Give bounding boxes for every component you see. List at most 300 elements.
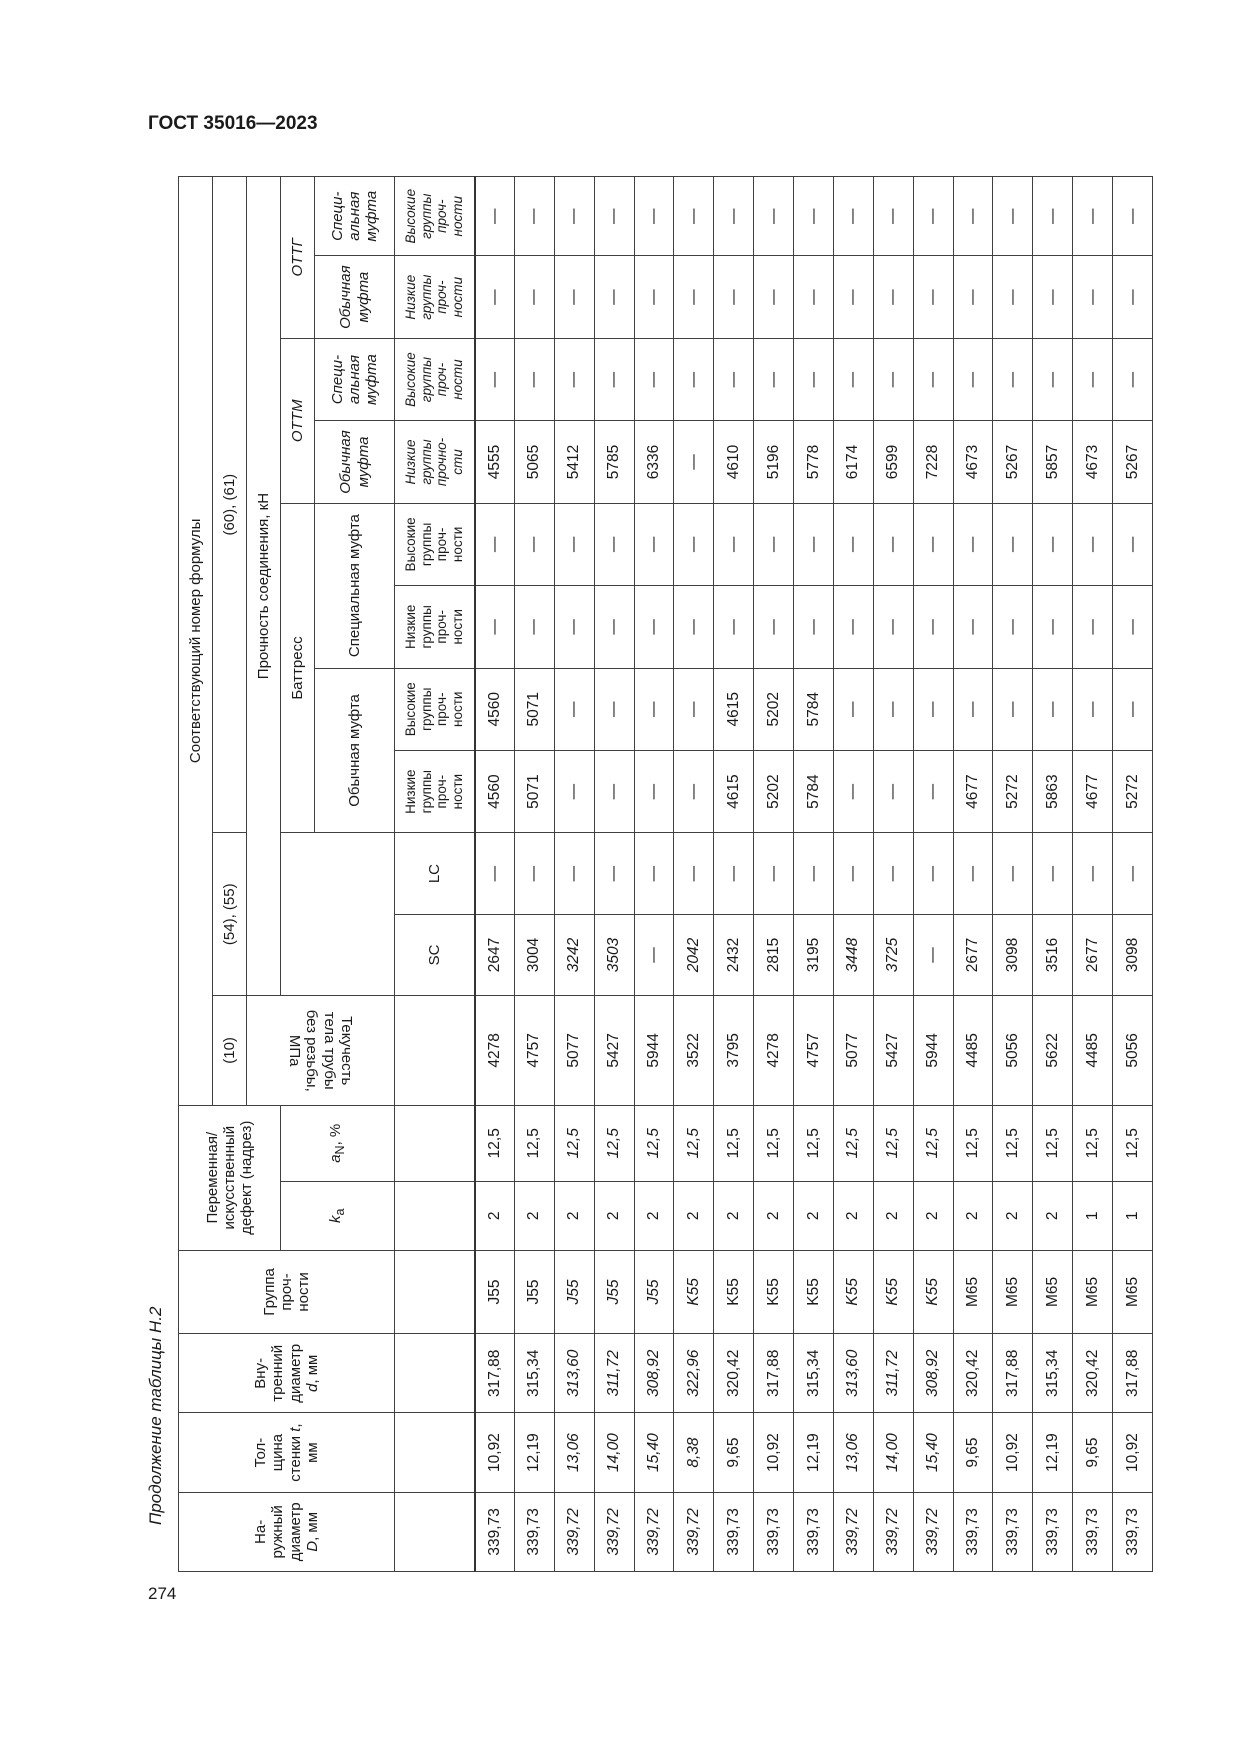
cell-b-high: 5071	[514, 668, 554, 750]
cell-bs-low: —	[714, 586, 754, 668]
cell-bs-high: —	[1073, 503, 1113, 585]
cell-bs-high: —	[634, 503, 674, 585]
cell-bs-high: —	[913, 503, 953, 585]
header-formula-number: Соответствующий номер формулы	[179, 177, 213, 1106]
cell-aN: 12,5	[475, 1105, 515, 1181]
cell-D: 339,73	[1033, 1492, 1073, 1571]
cell-d: 317,88	[754, 1334, 794, 1413]
cell-bs-high: —	[1113, 503, 1153, 585]
cell-yield: 5944	[634, 996, 674, 1106]
cell-lc: —	[913, 833, 953, 914]
cell-yield: 5077	[554, 996, 594, 1106]
cell-ka: 2	[754, 1181, 794, 1250]
cell-D: 339,73	[794, 1492, 834, 1571]
cell-ottm-high: —	[913, 338, 953, 420]
cell-b-low: 4677	[953, 750, 993, 832]
cell-bs-high: —	[953, 503, 993, 585]
cell-b-high: —	[873, 668, 913, 750]
cell-ottg-low: —	[1073, 256, 1113, 338]
cell-sc: 3448	[833, 914, 873, 995]
header-ottg-special: Специ- альная муфта	[315, 177, 395, 256]
cell-ottm-high: —	[873, 338, 913, 420]
cell-t: 12,19	[1033, 1413, 1073, 1492]
cell-b-low: 5784	[794, 750, 834, 832]
cell-ottg-high: —	[913, 177, 953, 256]
cell-grade: M65	[1033, 1250, 1073, 1333]
cell-b-low: 4615	[714, 750, 754, 832]
cell-grade: M65	[953, 1250, 993, 1333]
header-ottg-regular: Обычная муфта	[315, 256, 395, 338]
cell-ottm-high: —	[475, 338, 515, 420]
cell-aN: 12,5	[514, 1105, 554, 1181]
table-row	[594, 177, 634, 1572]
cell-bs-high: —	[514, 503, 554, 585]
col-header-di-spacer	[395, 1334, 475, 1413]
cell-ottm-low: 5857	[1033, 421, 1073, 503]
cell-ottm-high: —	[634, 338, 674, 420]
cell-bs-low: —	[514, 586, 554, 668]
cell-ottg-low: —	[794, 256, 834, 338]
header-battress: Баттресс	[281, 503, 315, 833]
cell-bs-low: —	[1033, 586, 1073, 668]
cell-b-low: —	[913, 750, 953, 832]
cell-sc: 2647	[475, 914, 515, 995]
cell-d: 308,92	[913, 1334, 953, 1413]
cell-ottg-high: —	[1073, 177, 1113, 256]
cell-sc: 3098	[1113, 914, 1153, 995]
cell-ottg-high: —	[714, 177, 754, 256]
cell-bs-low: —	[873, 586, 913, 668]
cell-ottg-low: —	[993, 256, 1033, 338]
cell-ottg-high: —	[873, 177, 913, 256]
cell-d: 311,72	[594, 1334, 634, 1413]
cell-bs-low: —	[833, 586, 873, 668]
cell-D: 339,73	[953, 1492, 993, 1571]
cell-ottg-low: —	[475, 256, 515, 338]
cell-grade: J55	[554, 1250, 594, 1333]
cell-bs-low: —	[754, 586, 794, 668]
cell-ottg-high: —	[674, 177, 714, 256]
cell-ottm-low: 5412	[554, 421, 594, 503]
cell-aN: 12,5	[794, 1105, 834, 1181]
cell-ottg-low: —	[953, 256, 993, 338]
cell-lc: —	[993, 833, 1033, 914]
cell-bs-low: —	[794, 586, 834, 668]
cell-d: 315,34	[514, 1334, 554, 1413]
col-header-battress-high: Высокие группы проч- ности	[395, 668, 475, 750]
cell-t: 13,06	[554, 1413, 594, 1492]
cell-aN: 12,5	[1033, 1105, 1073, 1181]
cell-ka: 2	[554, 1181, 594, 1250]
cell-ottm-low: 4555	[475, 421, 515, 503]
cell-aN: 12,5	[913, 1105, 953, 1181]
cell-D: 339,73	[1073, 1492, 1113, 1571]
rotated-table-container	[178, 176, 1152, 1572]
cell-grade: K55	[794, 1250, 834, 1333]
cell-bs-low: —	[1073, 586, 1113, 668]
cell-d: 315,34	[1033, 1334, 1073, 1413]
cell-d: 313,60	[833, 1334, 873, 1413]
cell-yield: 4278	[754, 996, 794, 1106]
cell-ottg-low: —	[913, 256, 953, 338]
cell-ottm-low: 4673	[953, 421, 993, 503]
cell-sc: 3516	[1033, 914, 1073, 995]
cell-lc: —	[873, 833, 913, 914]
cell-b-high: 5784	[794, 668, 834, 750]
cell-t: 9,65	[1073, 1413, 1113, 1492]
cell-ottg-high: —	[634, 177, 674, 256]
cell-bs-high: —	[794, 503, 834, 585]
col-header-ka-spacer	[395, 1181, 475, 1250]
cell-b-low: —	[873, 750, 913, 832]
cell-ottm-low: 4610	[714, 421, 754, 503]
cell-ottm-low: 4673	[1073, 421, 1113, 503]
cell-grade: M65	[1073, 1250, 1113, 1333]
cell-ottm-high: —	[514, 338, 554, 420]
cell-t: 15,40	[634, 1413, 674, 1492]
cell-b-low: —	[634, 750, 674, 832]
table-row	[754, 177, 794, 1572]
cell-t: 12,19	[514, 1413, 554, 1492]
cell-yield: 5427	[873, 996, 913, 1106]
table-body	[475, 177, 1153, 1572]
cell-ottm-low: 6174	[833, 421, 873, 503]
col-header-outer-diameter: На- ружный диаметр D, мм	[179, 1492, 395, 1571]
cell-b-high: 4615	[714, 668, 754, 750]
cell-ka: 2	[913, 1181, 953, 1250]
cell-lc: —	[794, 833, 834, 914]
table-row	[913, 177, 953, 1572]
cell-bs-low: —	[634, 586, 674, 668]
cell-yield: 5427	[594, 996, 634, 1106]
cell-lc: —	[1033, 833, 1073, 914]
cell-ottg-high: —	[554, 177, 594, 256]
cell-grade: J55	[634, 1250, 674, 1333]
cell-t: 10,92	[1113, 1413, 1153, 1492]
cell-grade: K55	[714, 1250, 754, 1333]
cell-ottm-low: 5785	[594, 421, 634, 503]
cell-sc: 3098	[993, 914, 1033, 995]
cell-yield: 5622	[1033, 996, 1073, 1106]
cell-ottg-low: —	[1033, 256, 1073, 338]
cell-D: 339,72	[873, 1492, 913, 1571]
cell-D: 339,73	[1113, 1492, 1153, 1571]
cell-b-low: 5202	[754, 750, 794, 832]
cell-b-high: 4560	[475, 668, 515, 750]
cell-ottm-high: —	[554, 338, 594, 420]
table-caption-wrap	[145, 1306, 167, 1525]
cell-bs-high: —	[833, 503, 873, 585]
cell-bs-low: —	[953, 586, 993, 668]
cell-D: 339,73	[714, 1492, 754, 1571]
cell-grade: J55	[514, 1250, 554, 1333]
col-header-ottg-high: Высокие группы проч- ности	[395, 177, 475, 256]
cell-yield: 4278	[475, 996, 515, 1106]
table-row	[554, 177, 594, 1572]
cell-D: 339,72	[674, 1492, 714, 1571]
cell-ottm-high: —	[794, 338, 834, 420]
cell-aN: 12,5	[594, 1105, 634, 1181]
cell-b-low: 4560	[475, 750, 515, 832]
table-row	[634, 177, 674, 1572]
header-regular-coupling: Обычная муфта	[315, 668, 395, 833]
cell-ka: 2	[953, 1181, 993, 1250]
cell-ottg-low: —	[514, 256, 554, 338]
cell-bs-high: —	[1033, 503, 1073, 585]
cell-ottm-high: —	[953, 338, 993, 420]
table-caption: Продолжение таблицы Н.2	[146, 1306, 165, 1525]
cell-b-low: —	[833, 750, 873, 832]
cell-ottm-high: —	[674, 338, 714, 420]
cell-ottm-low: —	[674, 421, 714, 503]
header-special-coupling: Специальная муфта	[315, 503, 395, 668]
cell-sc: 3503	[594, 914, 634, 995]
cell-aN: 12,5	[873, 1105, 913, 1181]
cell-grade: K55	[754, 1250, 794, 1333]
col-header-sc: SC	[395, 914, 475, 995]
cell-bs-high: —	[993, 503, 1033, 585]
table-row	[993, 177, 1033, 1572]
cell-ka: 2	[674, 1181, 714, 1250]
cell-bs-low: —	[674, 586, 714, 668]
cell-ka: 2	[833, 1181, 873, 1250]
cell-ka: 2	[873, 1181, 913, 1250]
cell-grade: K55	[913, 1250, 953, 1333]
cell-b-low: —	[674, 750, 714, 832]
cell-yield: 4757	[514, 996, 554, 1106]
cell-aN: 12,5	[554, 1105, 594, 1181]
col-header-ka: $k_a$	[281, 1181, 395, 1250]
col-header-defect: Переменная/ искусственный дефект (надрез)	[179, 1105, 281, 1250]
cell-aN: 12,5	[634, 1105, 674, 1181]
cell-ottm-low: 7228	[913, 421, 953, 503]
header-yield	[247, 996, 395, 1106]
table-row	[1033, 177, 1073, 1572]
cell-yield: 4485	[953, 996, 993, 1106]
cell-ottm-low: 5267	[993, 421, 1033, 503]
col-header-battress-low: Низкие группы проч- ности	[395, 750, 475, 832]
cell-yield: 5056	[1113, 996, 1153, 1106]
cell-bs-low: —	[913, 586, 953, 668]
cell-yield: 5056	[993, 996, 1033, 1106]
header-formula-10: (10)	[213, 996, 247, 1106]
cell-ottg-low: —	[754, 256, 794, 338]
cell-sc: 2432	[714, 914, 754, 995]
cell-lc: —	[475, 833, 515, 914]
cell-ottm-low: 6599	[873, 421, 913, 503]
cell-ottm-low: 6336	[634, 421, 674, 503]
cell-D: 339,73	[475, 1492, 515, 1571]
cell-d: 317,88	[475, 1334, 515, 1413]
cell-b-low: 5272	[993, 750, 1033, 832]
cell-ottg-high: —	[514, 177, 554, 256]
cell-ka: 1	[1113, 1181, 1153, 1250]
table-row	[714, 177, 754, 1572]
pipe-strength-table	[178, 176, 1153, 1572]
cell-d: 308,92	[634, 1334, 674, 1413]
cell-t: 10,92	[475, 1413, 515, 1492]
cell-sc: 3195	[794, 914, 834, 995]
cell-grade: K55	[674, 1250, 714, 1333]
cell-bs-low: —	[475, 586, 515, 668]
header-ottm-regular: Обычная муфта	[315, 421, 395, 503]
table-row	[873, 177, 913, 1572]
cell-d: 317,88	[993, 1334, 1033, 1413]
cell-lc: —	[1113, 833, 1153, 914]
cell-bs-high: —	[475, 503, 515, 585]
cell-bs-low: —	[594, 586, 634, 668]
cell-D: 339,73	[993, 1492, 1033, 1571]
cell-t: 10,92	[993, 1413, 1033, 1492]
cell-aN: 12,5	[674, 1105, 714, 1181]
table-row	[1113, 177, 1153, 1572]
cell-b-low: 5071	[514, 750, 554, 832]
col-header-t-spacer	[395, 1413, 475, 1492]
cell-t: 14,00	[873, 1413, 913, 1492]
col-header-grade-spacer	[395, 1250, 475, 1333]
col-header-an-spacer	[395, 1105, 475, 1181]
col-header-an: $a_N$, %	[281, 1105, 395, 1181]
cell-b-high: —	[953, 668, 993, 750]
cell-bs-high: —	[594, 503, 634, 585]
cell-D: 339,72	[634, 1492, 674, 1571]
cell-b-high: —	[993, 668, 1033, 750]
cell-b-high: —	[594, 668, 634, 750]
cell-sc: —	[634, 914, 674, 995]
header-sc-lc-spacer	[281, 833, 395, 996]
cell-b-high: —	[554, 668, 594, 750]
cell-ottg-high: —	[833, 177, 873, 256]
cell-sc: —	[913, 914, 953, 995]
table-row	[794, 177, 834, 1572]
table-row	[1073, 177, 1113, 1572]
cell-t: 8,38	[674, 1413, 714, 1492]
cell-yield: 5944	[913, 996, 953, 1106]
header-formula-60-61: (60), (61)	[213, 177, 247, 833]
cell-b-high: —	[1073, 668, 1113, 750]
header-ottm-special: Специ- альная муфта	[315, 338, 395, 420]
cell-aN: 12,5	[754, 1105, 794, 1181]
cell-d: 322,96	[674, 1334, 714, 1413]
cell-b-low: —	[554, 750, 594, 832]
cell-lc: —	[714, 833, 754, 914]
cell-bs-low: —	[554, 586, 594, 668]
cell-sc: 3725	[873, 914, 913, 995]
cell-d: 320,42	[953, 1334, 993, 1413]
cell-ka: 2	[714, 1181, 754, 1250]
cell-D: 339,72	[833, 1492, 873, 1571]
cell-D: 339,72	[554, 1492, 594, 1571]
cell-aN: 12,5	[993, 1105, 1033, 1181]
cell-lc: —	[674, 833, 714, 914]
cell-b-high: —	[634, 668, 674, 750]
cell-yield: 3522	[674, 996, 714, 1106]
cell-ottg-high: —	[754, 177, 794, 256]
cell-ottg-low: —	[674, 256, 714, 338]
cell-yield: 5077	[833, 996, 873, 1106]
cell-aN: 12,5	[953, 1105, 993, 1181]
table-row	[514, 177, 554, 1572]
cell-lc: —	[833, 833, 873, 914]
cell-lc: —	[634, 833, 674, 914]
col-header-d-spacer	[395, 1492, 475, 1571]
col-header-special-high: Высокие группы проч- ности	[395, 503, 475, 585]
cell-ottm-high: —	[754, 338, 794, 420]
cell-t: 10,92	[754, 1413, 794, 1492]
cell-grade: M65	[1113, 1250, 1153, 1333]
cell-b-low: 4677	[1073, 750, 1113, 832]
cell-aN: 12,5	[833, 1105, 873, 1181]
header-ottg: ОТТГ	[281, 177, 315, 339]
cell-ottg-high: —	[993, 177, 1033, 256]
table-row	[953, 177, 993, 1572]
cell-ka: 2	[514, 1181, 554, 1250]
page-number: 274	[148, 1584, 177, 1603]
col-header-yield-spacer	[395, 996, 475, 1106]
cell-t: 14,00	[594, 1413, 634, 1492]
cell-bs-high: —	[754, 503, 794, 585]
cell-ka: 2	[1033, 1181, 1073, 1250]
col-header-special-low: Низкие группы проч- ности	[395, 586, 475, 668]
cell-ottm-high: —	[594, 338, 634, 420]
cell-ka: 2	[794, 1181, 834, 1250]
document-code: ГОСТ 35016—2023	[148, 113, 318, 134]
cell-ottm-high: —	[714, 338, 754, 420]
cell-bs-high: —	[554, 503, 594, 585]
cell-lc: —	[953, 833, 993, 914]
cell-ottg-high: —	[953, 177, 993, 256]
cell-bs-high: —	[674, 503, 714, 585]
cell-ottm-high: —	[1113, 338, 1153, 420]
cell-ka: 2	[594, 1181, 634, 1250]
cell-sc: 3004	[514, 914, 554, 995]
cell-bs-high: —	[714, 503, 754, 585]
col-header-wall-thickness: Тол- щина стенки t, мм	[179, 1413, 395, 1492]
cell-ka: 1	[1073, 1181, 1113, 1250]
table-row	[475, 177, 515, 1572]
cell-b-high: 5202	[754, 668, 794, 750]
cell-d: 311,72	[873, 1334, 913, 1413]
cell-t: 12,19	[794, 1413, 834, 1492]
header-formula-54-55: (54), (55)	[213, 833, 247, 996]
col-header-lc: LC	[395, 833, 475, 914]
col-header-inner-diameter: Вну- тренний диаметр d, мм	[179, 1334, 395, 1413]
cell-ottg-low: —	[873, 256, 913, 338]
cell-lc: —	[594, 833, 634, 914]
cell-d: 315,34	[794, 1334, 834, 1413]
cell-d: 320,42	[714, 1334, 754, 1413]
cell-aN: 12,5	[1073, 1105, 1113, 1181]
cell-ottm-low: 5267	[1113, 421, 1153, 503]
cell-ottg-low: —	[634, 256, 674, 338]
table-row	[833, 177, 873, 1572]
cell-ottg-low: —	[594, 256, 634, 338]
cell-ottg-low: —	[714, 256, 754, 338]
cell-ottm-high: —	[993, 338, 1033, 420]
cell-grade: J55	[594, 1250, 634, 1333]
cell-ottg-high: —	[1033, 177, 1073, 256]
cell-grade: J55	[475, 1250, 515, 1333]
cell-ottg-low: —	[833, 256, 873, 338]
cell-yield: 4757	[794, 996, 834, 1106]
cell-b-high: —	[1113, 668, 1153, 750]
cell-bs-high: —	[873, 503, 913, 585]
table-row	[674, 177, 714, 1572]
cell-b-low: —	[594, 750, 634, 832]
cell-b-high: —	[1033, 668, 1073, 750]
cell-ottg-high: —	[594, 177, 634, 256]
col-header-ottg-low: Низкие группы проч- ности	[395, 256, 475, 338]
